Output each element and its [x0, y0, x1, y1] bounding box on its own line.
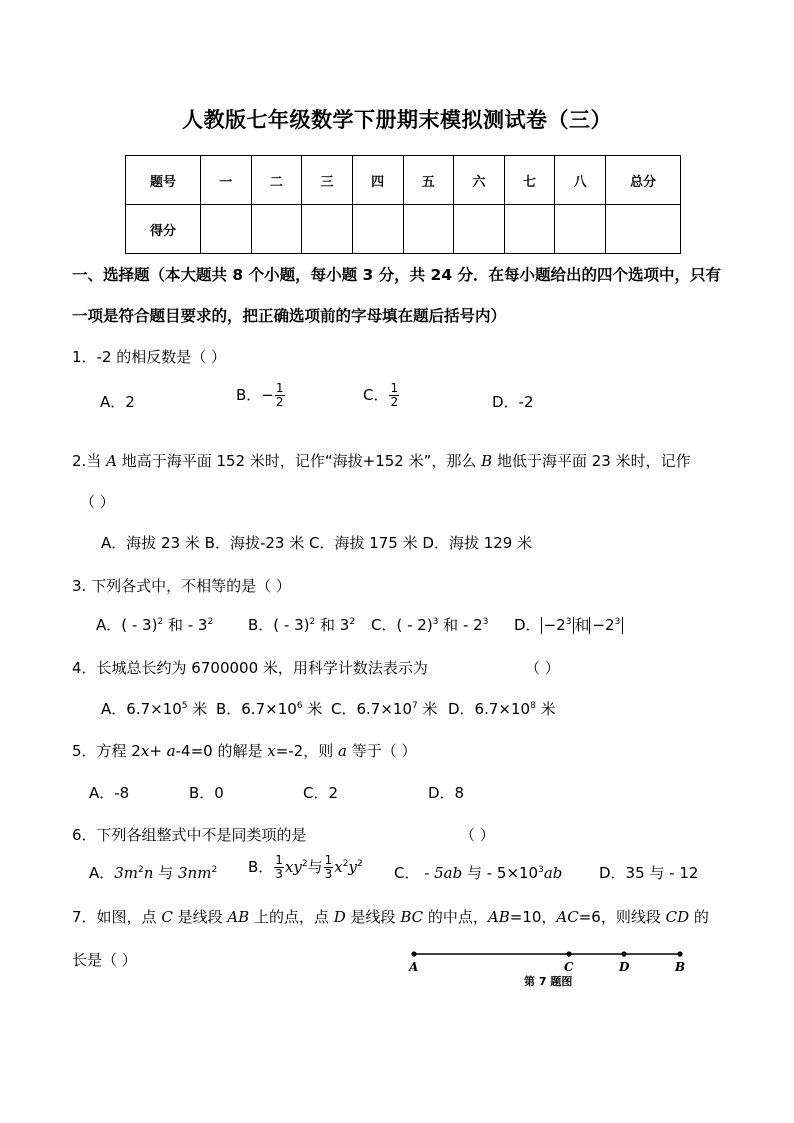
- q3-c-exp2: 3: [482, 617, 489, 627]
- q6-option-b: [248, 854, 363, 881]
- score-input-7[interactable]: [504, 205, 555, 254]
- q6-stem: 6．下列各组整式中不是同类项的是: [72, 826, 307, 844]
- q6-b-term2: x: [334, 858, 343, 876]
- q5-text-2: +: [149, 742, 167, 760]
- q2-text-1: 2.当: [72, 452, 107, 470]
- q6-b-term3: y: [348, 858, 357, 876]
- q3-stem: 3. 下列各式中，不相等的是（ ）: [72, 577, 291, 595]
- q4-answer-paren: （ ）: [525, 659, 560, 677]
- q4-d-exp: 8: [530, 701, 536, 711]
- q1-option-c-prefix: C．: [363, 386, 389, 404]
- score-cell-2: 二: [251, 156, 302, 205]
- q6-a-term3: 3nm: [178, 864, 212, 882]
- q3-b-mid: 和 3: [315, 616, 350, 634]
- score-input-6[interactable]: [454, 205, 505, 254]
- label-d: D: [619, 960, 630, 974]
- q4-b-exp: 6: [296, 701, 303, 711]
- q3-d-and: 和: [574, 616, 590, 634]
- q7-var-d: D: [333, 908, 346, 926]
- q6-option-c: [394, 862, 562, 883]
- q5-var-x2: x: [267, 742, 276, 760]
- q7-var-cd: CD: [665, 908, 690, 926]
- q6-c-prefix: C．: [394, 864, 420, 882]
- q7-text-8: 的: [689, 908, 709, 926]
- q6-a-prefix: A．: [89, 864, 115, 882]
- q6-c-and: 与 - 5×10: [462, 864, 539, 882]
- q4-a-base: A．6.7×10: [101, 700, 182, 718]
- q3-d-abs2-exp: 3: [614, 617, 621, 627]
- q7-text-3: 上的点，点: [249, 908, 334, 926]
- score-cell-question-label: 题号: [126, 156, 201, 205]
- q5-var-a2: a: [338, 742, 347, 760]
- q5-text-4: =-2，则: [275, 742, 338, 760]
- q3-d-abs1-value: −2: [543, 616, 566, 634]
- q4-c-exp: 7: [411, 701, 418, 711]
- q4-a-exp: 5: [181, 701, 188, 711]
- q7-text-1: 7．如图，点: [72, 908, 162, 926]
- q1-option-b: [236, 382, 286, 409]
- q7-text-5: 的中点，: [423, 908, 488, 926]
- q5-stem: [72, 740, 417, 761]
- q5-text-3: -4=0 的解是: [175, 742, 268, 760]
- q6-b-and: 与: [307, 858, 323, 876]
- q1-stem: 1．-2 的相反数是（ ）: [72, 348, 227, 366]
- fraction-denominator: 3: [275, 867, 283, 881]
- q6-a-term1: 3m: [114, 864, 139, 882]
- q1-option-d: D．-2: [492, 393, 534, 411]
- q7-var-ac: AC: [556, 908, 579, 926]
- label-b: B: [675, 960, 686, 974]
- label-a: A: [409, 960, 419, 974]
- q6-b-exp1: 2: [301, 859, 308, 869]
- q1-option-c-fraction: [389, 382, 399, 409]
- q2-options: A．海拔 23 米 B．海拔-23 米 C．海拔 175 米 D．海拔 129 米: [101, 534, 533, 552]
- q2-answer-paren: （ ）: [80, 493, 115, 511]
- q7-var-ab: AB: [227, 908, 250, 926]
- q2-var-b: B: [481, 452, 493, 470]
- label-c: C: [564, 960, 574, 974]
- score-input-2[interactable]: [251, 205, 302, 254]
- score-table-score-row: [126, 205, 681, 254]
- q7-stem: [72, 906, 709, 927]
- q5-option-a: A．-8: [89, 784, 130, 802]
- fraction-numerator: 1: [275, 381, 284, 395]
- q6-option-a: [89, 862, 217, 883]
- q7-figure-caption: 第 7 题图: [524, 975, 573, 988]
- q6-a-and: 与: [153, 864, 178, 882]
- q6-option-d: D．35 与 - 12: [599, 864, 699, 882]
- q7-text-2: 是线段: [172, 908, 228, 926]
- fraction-denominator: 3: [324, 867, 333, 881]
- q3-option-b: [248, 614, 355, 635]
- score-cell-3: 三: [302, 156, 353, 205]
- q7-var-bc: BC: [400, 908, 424, 926]
- q3-c-mid: 和 - 2: [438, 616, 483, 634]
- q3-a-exp: 2: [157, 617, 164, 627]
- q7-text-4: 是线段: [345, 908, 401, 926]
- q6-b-exp3: 2: [356, 859, 363, 869]
- q5-text-5: 等于（ ）: [346, 742, 417, 760]
- q3-d-abs2-value: −2: [592, 616, 615, 634]
- score-table: [125, 155, 681, 254]
- q4-b-base: B．6.7×10: [216, 700, 297, 718]
- q1-option-b-prefix: B．−: [236, 386, 274, 404]
- q4-option-d: [448, 698, 556, 719]
- q5-option-d: D．8: [428, 784, 465, 802]
- score-cell-7: 七: [504, 156, 555, 205]
- q6-b-prefix: B．: [248, 858, 274, 876]
- q4-c-unit: 米: [417, 700, 438, 718]
- score-cell-6: 六: [454, 156, 505, 205]
- q6-c-exp1: 3: [538, 865, 544, 875]
- q2-text-2: 地高于海平面 152 米时，记作“海拔+152 米”，那么: [116, 452, 482, 470]
- point-b: [677, 951, 682, 956]
- q3-option-c: [371, 614, 488, 635]
- q6-a-term2: n: [143, 864, 154, 882]
- q7-line2: 长是（ ）: [72, 951, 137, 969]
- score-cell-4: 四: [352, 156, 403, 205]
- q6-a-exp2: 2: [211, 865, 218, 875]
- q3-c-exp: 3: [432, 617, 439, 627]
- score-cell-1: 一: [201, 156, 252, 205]
- q3-option-a: [96, 614, 213, 635]
- q4-option-c: [331, 698, 438, 719]
- q6-b-term1: xy: [284, 858, 302, 876]
- q5-var-x: x: [140, 742, 150, 760]
- q1-option-c: [363, 382, 400, 409]
- score-cell-total: 总分: [606, 156, 681, 205]
- q1-option-b-fraction: [275, 382, 285, 409]
- q7-var-ab2: AB: [487, 908, 510, 926]
- q4-stem: 4．长城总长约为 6700000 米，用科学计数法表示为: [72, 659, 428, 677]
- q3-option-d: [514, 614, 623, 635]
- score-cell-8: 八: [555, 156, 606, 205]
- fraction-denominator: 2: [390, 395, 399, 409]
- q3-d-abs2: [589, 617, 623, 634]
- section1-heading-line1: 一、选择题（本大题共 8 个小题，每小题 3 分，共 24 分．在每小题给出的四个选项中，只有: [72, 266, 722, 284]
- q1-option-a: A．2: [100, 393, 135, 411]
- q3-d-abs1: [541, 617, 575, 634]
- q4-a-unit: 米: [187, 700, 208, 718]
- fraction-denominator: 2: [275, 395, 284, 409]
- q6-a-exp1: 2: [138, 865, 144, 875]
- q3-b-exp: 2: [309, 617, 316, 627]
- point-c: [566, 951, 571, 956]
- q7-text-7: =6，则线段: [578, 908, 666, 926]
- q7-text-6: =10，: [509, 908, 557, 926]
- score-input-3[interactable]: [302, 205, 353, 254]
- q6-b-exp2: 2: [342, 859, 349, 869]
- q6-answer-paren: （ ）: [460, 826, 495, 844]
- q5-option-c: C．2: [303, 784, 339, 802]
- score-input-5[interactable]: [403, 205, 454, 254]
- q6-c-term2: ab: [543, 864, 563, 882]
- q7-segment-figure: [405, 945, 695, 975]
- q6-b-fraction1: [274, 854, 284, 881]
- score-input-total[interactable]: [606, 205, 681, 254]
- q4-option-a: [101, 698, 207, 719]
- q2-stem: [72, 450, 691, 471]
- score-table-header-row: [126, 156, 681, 205]
- score-cell-5: 五: [403, 156, 454, 205]
- q3-b-exp2: 2: [349, 617, 356, 627]
- q3-c-text: C．( - 2): [371, 616, 433, 634]
- q4-option-b: [216, 698, 322, 719]
- section1-heading-line2: 一项是符合题目要求的，把正确选项前的字母填在题后括号内）: [72, 307, 507, 325]
- q6-b-fraction2: [324, 854, 334, 881]
- q4-b-unit: 米: [302, 700, 323, 718]
- q5-option-b: B．0: [189, 784, 224, 802]
- q5-var-a: a: [166, 742, 176, 760]
- q3-a-mid: 和 - 3: [163, 616, 208, 634]
- q2-text-3: 地低于海平面 23 米时，记作: [492, 452, 691, 470]
- q4-d-unit: 米: [535, 700, 556, 718]
- q4-c-base: C．6.7×10: [331, 700, 412, 718]
- score-input-8[interactable]: [555, 205, 606, 254]
- q4-d-base: D．6.7×10: [448, 700, 531, 718]
- q3-d-abs1-exp: 3: [565, 617, 572, 627]
- fraction-numerator: 1: [390, 381, 399, 395]
- q3-a-exp2: 2: [207, 617, 214, 627]
- score-row-label: 得分: [126, 205, 201, 254]
- q3-a-text: A．( - 3): [96, 616, 158, 634]
- point-d: [621, 951, 626, 956]
- q6-c-term1: - 5ab: [419, 864, 463, 882]
- exam-title: 人教版七年级数学下册期末模拟测试卷（三）: [182, 108, 612, 132]
- q3-d-text: D．: [514, 616, 541, 634]
- score-input-4[interactable]: [352, 205, 403, 254]
- fraction-numerator: 1: [324, 853, 333, 867]
- point-a: [411, 951, 416, 956]
- q7-var-c: C: [161, 908, 173, 926]
- q2-var-a: A: [106, 452, 117, 470]
- q3-b-text: B．( - 3): [248, 616, 310, 634]
- fraction-numerator: 1: [275, 853, 283, 867]
- score-input-1[interactable]: [201, 205, 252, 254]
- q5-text-1: 5．方程 2: [72, 742, 141, 760]
